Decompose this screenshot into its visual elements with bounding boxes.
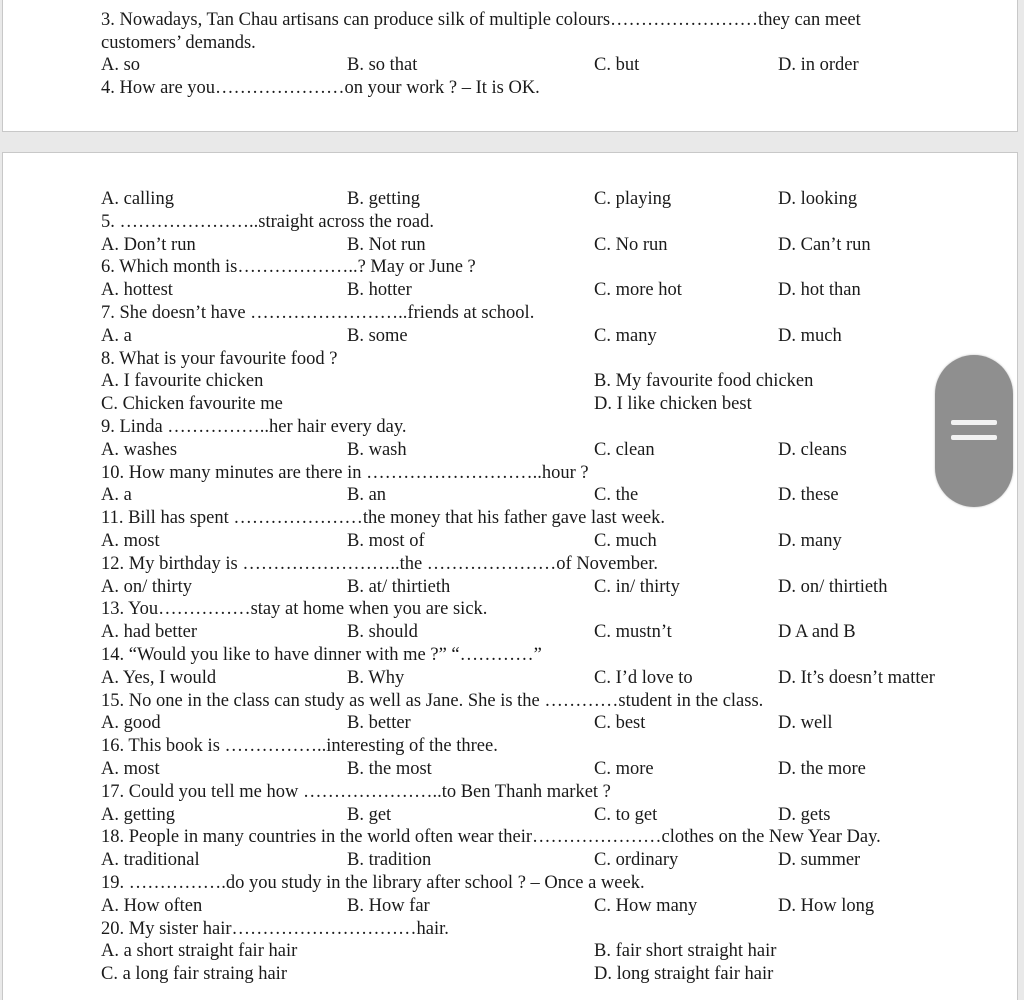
answer-option: B. Not run [347, 234, 426, 255]
answer-option: A. had better [101, 622, 198, 643]
question-line: 15. No one in the class can study as well as Jane. She is the …………student in the class. [101, 690, 764, 711]
answer-option: C. mustn’t [594, 622, 672, 643]
answer-option: C. best [594, 713, 646, 734]
question-line: 3. Nowadays, Tan Chau artisans can produce silk of multiple colours……………………they can meet [101, 10, 861, 30]
answer-option: D. gets [778, 804, 831, 825]
answer-option: A. a [101, 485, 132, 506]
answer-option: C. more hot [594, 280, 682, 301]
answer-option: D. summer [778, 850, 861, 871]
answer-option: B. most of [347, 531, 425, 551]
question-line: 4. How are you…………………on your work ? – It is OK. [101, 77, 540, 98]
answer-option: A. I favourite chicken [101, 371, 264, 392]
answer-option: A. getting [101, 804, 175, 825]
question-line: 20. My sister hair…………………………hair. [101, 918, 449, 939]
answer-option: D. cleans [778, 439, 847, 460]
answer-option: B. fair short straight hair [594, 941, 777, 962]
question-line: 18. People in many countries in the world often wear their…………………clothes on the New Year Day. [101, 827, 881, 848]
answer-option: A. calling [101, 189, 174, 209]
answer-option: B. getting [347, 189, 420, 209]
answer-option: C. ordinary [594, 850, 679, 871]
answer-option: C. a long fair straing hair [101, 964, 287, 985]
answer-option: B. should [347, 622, 418, 643]
answer-option: A. most [101, 759, 160, 779]
question-line: 8. What is your favourite food ? [101, 348, 338, 369]
answer-option: C. playing [594, 189, 672, 209]
answer-option: A. washes [101, 439, 178, 460]
answer-option: D. in order [778, 55, 859, 76]
answer-option: D. Can’t run [778, 234, 871, 255]
answer-option: B. wash [347, 439, 407, 460]
answer-option: C. the [594, 485, 639, 506]
answer-option: D. How long [778, 895, 875, 916]
answer-option: B. Why [347, 667, 405, 688]
question-line: 16. This book is ……………..interesting of the three. [101, 736, 498, 757]
question-line: 10. How many minutes are there in ………………………..hour ? [101, 462, 589, 483]
document-page-2 [2, 152, 1018, 1000]
answer-option: C. many [594, 325, 657, 346]
answer-option: A. most [101, 531, 160, 551]
answer-option: A. a [101, 325, 132, 346]
answer-option: C. How many [594, 895, 698, 916]
question-line: customers’ demands. [101, 32, 256, 53]
answer-option: A. good [101, 713, 161, 734]
question-line: 9. Linda ……………..her hair every day. [101, 417, 407, 437]
answer-option: D. many [778, 531, 842, 551]
answer-option: C. but [594, 55, 640, 76]
question-line: 17. Could you tell me how …………………..to Ben Thanh market ? [101, 781, 611, 802]
answer-option: D. these [778, 485, 839, 506]
answer-option: D. looking [778, 189, 858, 209]
answer-option: B. an [347, 485, 387, 506]
answer-option: A. Yes, I would [101, 667, 217, 688]
answer-option: B. tradition [347, 850, 432, 871]
answer-option: C. much [594, 531, 657, 551]
answer-option: D. long straight fair hair [594, 964, 774, 985]
answer-option: C. Chicken favourite me [101, 394, 283, 415]
answer-option: D. much [778, 325, 842, 346]
answer-option: D. well [778, 713, 833, 734]
answer-option: C. in/ thirty [594, 576, 680, 597]
answer-option: B. the most [347, 759, 432, 779]
question-line: 14. “Would you like to have dinner with me ?” “…………” [101, 645, 542, 665]
answer-option: B. hotter [347, 280, 412, 301]
answer-option: B. at/ thirtieth [347, 576, 451, 597]
answer-option: D A and B [778, 622, 856, 643]
question-line: 7. She doesn’t have ……………………..friends at school. [101, 303, 535, 323]
answer-option: B. How far [347, 895, 430, 916]
answer-option: A. Don’t run [101, 234, 196, 255]
question-line: 19. …………….do you study in the library after school ? – Once a week. [101, 873, 645, 893]
answer-option: D. on/ thirtieth [778, 576, 888, 597]
answer-option: B. so that [347, 55, 418, 76]
document-page-1 [2, 0, 1018, 132]
answer-option: C. more [594, 759, 654, 779]
question-line: 6. Which month is………………..? May or June ? [101, 257, 476, 278]
answer-option: B. some [347, 325, 408, 346]
answer-option: B. get [347, 804, 392, 825]
answer-option: C. No run [594, 234, 668, 255]
question-line: 5. …………………..straight across the road. [101, 211, 434, 232]
answer-option: A. a short straight fair hair [101, 941, 298, 962]
answer-option: D. hot than [778, 280, 861, 301]
answer-option: B. My favourite food chicken [594, 371, 814, 392]
answer-option: A. hottest [101, 280, 173, 301]
answer-option: A. traditional [101, 850, 200, 871]
answer-option: C. clean [594, 439, 655, 460]
answer-option: D. It’s doesn’t matter [778, 667, 935, 688]
answer-option: C. I’d love to [594, 667, 693, 688]
answer-option: D. the more [778, 759, 866, 779]
answer-option: B. better [347, 713, 411, 734]
answer-option: D. I like chicken best [594, 394, 752, 415]
question-line: 11. Bill has spent …………………the money that his father gave last week. [101, 508, 665, 529]
answer-option: C. to get [594, 804, 658, 825]
page-scroll-handle[interactable] [935, 355, 1013, 507]
question-line: 12. My birthday is ……………………..the …………………of November. [101, 553, 659, 574]
answer-option: A. on/ thirty [101, 576, 192, 597]
question-line: 13. You……………stay at home when you are sick. [101, 599, 488, 620]
answer-option: A. How often [101, 895, 203, 916]
answer-option: A. so [101, 55, 141, 76]
